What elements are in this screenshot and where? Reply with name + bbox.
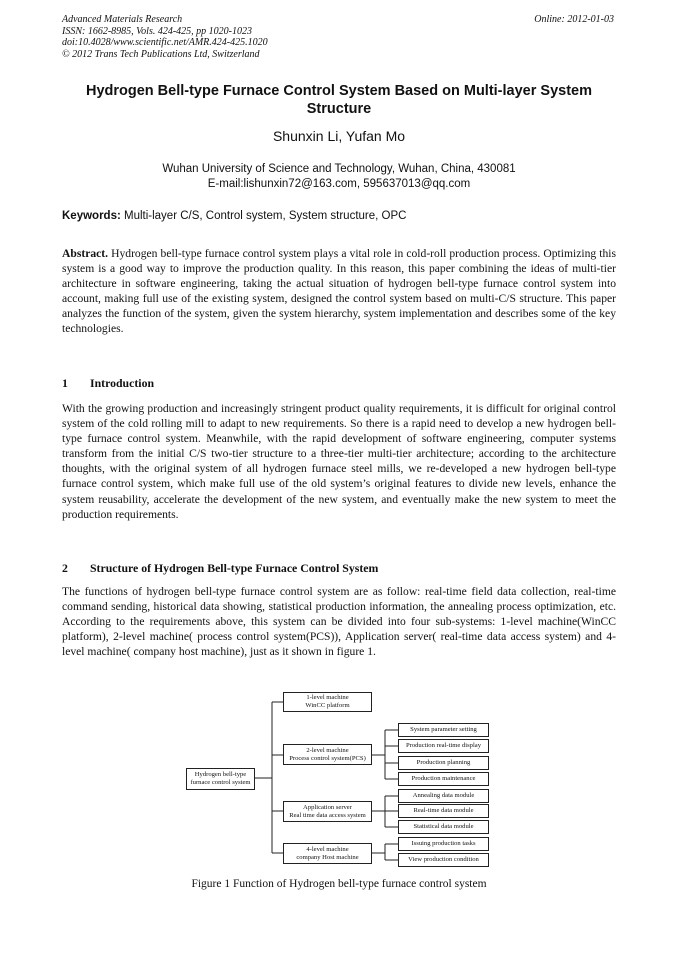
app-module-node: Statistical data module xyxy=(398,820,489,834)
node-label: Real time data access system xyxy=(289,811,366,819)
app-module-node: Real-time data module xyxy=(398,804,489,818)
abstract-text: Hydrogen bell-type furnace control system plays a vital role in cold-roll production process. Optimizing this system is a good way to improve the production quality. In this reason, this paper combining the ideas of multi-tier architecture in software engineering, taking the actual situation of hydrogen bell-type furnace control system into account, making full use of the existing system, designed the control system based on multi-C/S structure. This paper analyzes the function of the system, given the system hierarchy, system implementation and describes some of the key technologies. xyxy=(62,247,616,336)
node-label: Process control system(PCS) xyxy=(289,754,366,762)
paper-title: Hydrogen Bell-type Furnace Control System Based on Multi-layer System Structure xyxy=(85,83,592,117)
section-text-1: With the growing production and increasingly stringent product quality requirements, it is difficult for original control system of the cold rolling mill to adapt to new requirements. So there is a rapid need to develop a new hydrogen bell-type furnace control system. Meanwhile, with the rapid development of software engineering, computer systems transform from the initial C/S two-tier structure to a three-tier multi-tier architecture; according to the architecture thoughts, with the original system of all hydrogen furnace steel mills, we re-developed a new hydrogen bell-type furnace control system, which make full use of the old system’s original features to divide new levels, enhance the system reusability, accelerate the development of the new system, and eventually make the new system to meet the production requirements. xyxy=(62,402,616,521)
root-node xyxy=(186,768,255,790)
abstract xyxy=(62,246,616,337)
section-text-2: The functions of hydrogen bell-type furnace control system are as follow: real-time field data collection, real-time command sending, historical data showing, statistical production information, the annealing process optimization, etc. According to the requirements above, this system can be divided into four sub-systems: 1-level machine(WinCC platform), 2-level machine( process control system(PCS)), Application server( real-time data access system) and 4-level machine( company host machine), just as it shown in figure 1. xyxy=(62,585,616,659)
journal-name: Advanced Materials Research xyxy=(62,14,183,25)
abstract-label: Abstract. xyxy=(62,247,109,260)
keywords-label: Keywords: xyxy=(62,210,121,222)
level1-node-app-server xyxy=(283,801,372,822)
app-module-node: Annealing data module xyxy=(398,789,489,803)
pcs-function-node: Production planning xyxy=(398,756,489,770)
node-label: company Host machine xyxy=(296,853,359,861)
node-label: 2-level machine xyxy=(306,746,349,754)
keywords-text: Multi-layer C/S, Control system, System structure, OPC xyxy=(120,210,407,222)
figure-caption: Figure 1 Function of Hydrogen bell-type furnace control system xyxy=(191,878,487,890)
section-number: 2 xyxy=(62,561,68,575)
online-date: Online: 2012-01-03 xyxy=(534,14,614,25)
authors: Shunxin Li, Yufan Mo xyxy=(272,128,406,144)
pcs-function-node: Production real-time display xyxy=(398,739,489,753)
level1-node-host xyxy=(283,843,372,864)
section-title: Introduction xyxy=(90,376,155,390)
level1-node-pcs xyxy=(283,744,372,765)
node-label: WinCC platform xyxy=(305,702,350,709)
node-label: Hydrogen bell-type xyxy=(194,771,247,778)
issn: ISSN: 1662-8985, Vols. 424-425, pp 1020-1023 xyxy=(62,25,252,37)
node-label: Application server xyxy=(303,803,352,811)
affiliation: Wuhan University of Science and Technology, Wuhan, China, 430081 xyxy=(162,163,516,175)
host-function-node: Issuing production tasks xyxy=(398,837,489,851)
section-number: 1 xyxy=(62,376,68,390)
affiliation-block xyxy=(62,162,616,191)
host-function-node: View production condition xyxy=(398,853,489,867)
pcs-function-node: Production maintenance xyxy=(398,772,489,786)
level1-node-winc xyxy=(283,692,372,712)
section-title: Structure of Hydrogen Bell-type Furnace Control System xyxy=(90,561,379,575)
node-label: 1-level machine xyxy=(306,694,349,701)
section-heading-1 xyxy=(62,376,154,391)
node-label: furnace control system xyxy=(190,779,251,786)
copyright: © 2012 Trans Tech Publications Ltd, Switzerland xyxy=(62,48,260,60)
node-label: 4-level machine xyxy=(306,845,349,853)
email: E-mail:lishunxin72@163.com, 595637013@qq.com xyxy=(207,177,471,190)
keywords xyxy=(62,210,616,222)
section-heading-2 xyxy=(62,561,378,576)
pcs-function-node: System parameter setting xyxy=(398,723,489,737)
doi: doi:10.4028/www.scientific.net/AMR.424-425.1020 xyxy=(62,37,268,48)
journal-header xyxy=(62,14,268,60)
